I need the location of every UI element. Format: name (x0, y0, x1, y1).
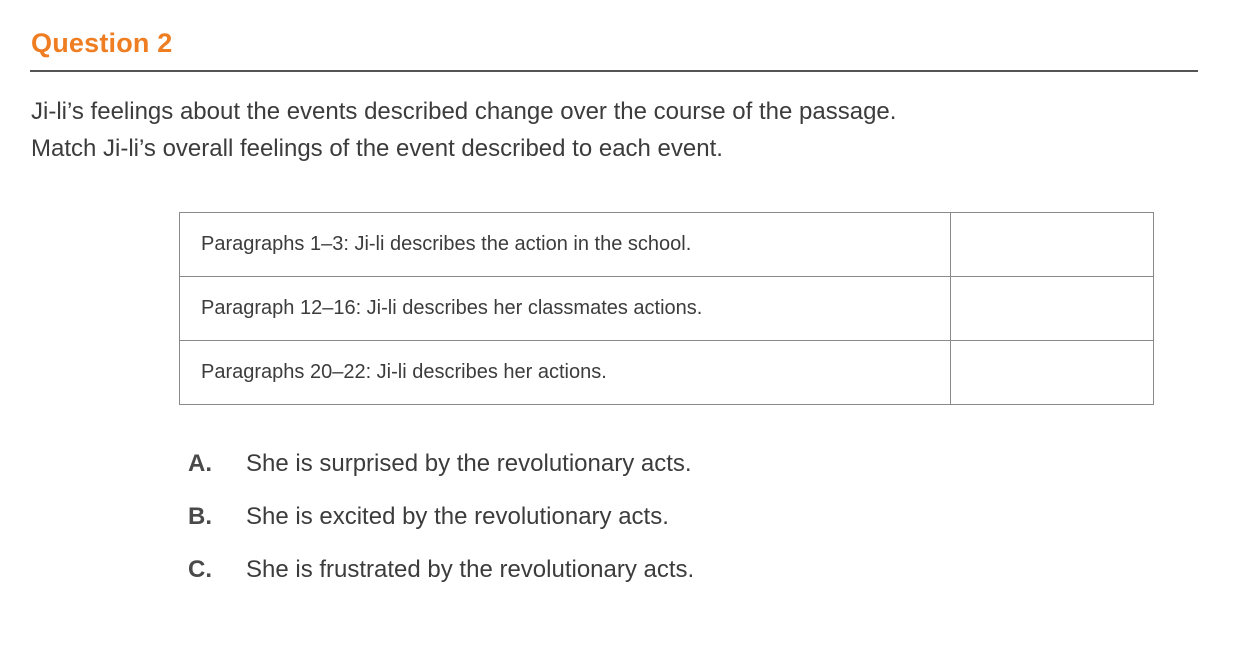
table-row (180, 277, 1154, 341)
answer-options (188, 450, 694, 609)
table-row (180, 213, 1154, 277)
answer-drop-cell[interactable] (951, 213, 1154, 277)
option-b[interactable] (188, 503, 694, 556)
question-title: Question 2 (31, 28, 173, 58)
option-letter: B. (188, 503, 212, 530)
event-cell: Paragraphs 20–22: Ji-li describes her actions. (180, 341, 951, 405)
prompt-line-2: Match Ji-li’s overall feelings of the event described to each event. (31, 135, 723, 162)
question-prompt (31, 93, 1181, 167)
event-cell: Paragraphs 1–3: Ji-li describes the action in the school. (180, 213, 951, 277)
table-row (180, 341, 1154, 405)
option-text: She is surprised by the revolutionary acts. (246, 450, 692, 477)
answer-drop-cell[interactable] (951, 277, 1154, 341)
title-divider (30, 70, 1198, 72)
option-a[interactable] (188, 450, 694, 503)
option-c[interactable] (188, 556, 694, 609)
option-letter: C. (188, 556, 212, 583)
option-letter: A. (188, 450, 212, 477)
prompt-line-1: Ji-li’s feelings about the events described change over the course of the passage. (31, 98, 897, 125)
matching-table (179, 212, 1154, 405)
answer-drop-cell[interactable] (951, 341, 1154, 405)
option-text: She is frustrated by the revolutionary acts. (246, 556, 695, 583)
option-text: She is excited by the revolutionary acts. (246, 503, 669, 530)
event-cell: Paragraph 12–16: Ji-li describes her classmates actions. (180, 277, 951, 341)
